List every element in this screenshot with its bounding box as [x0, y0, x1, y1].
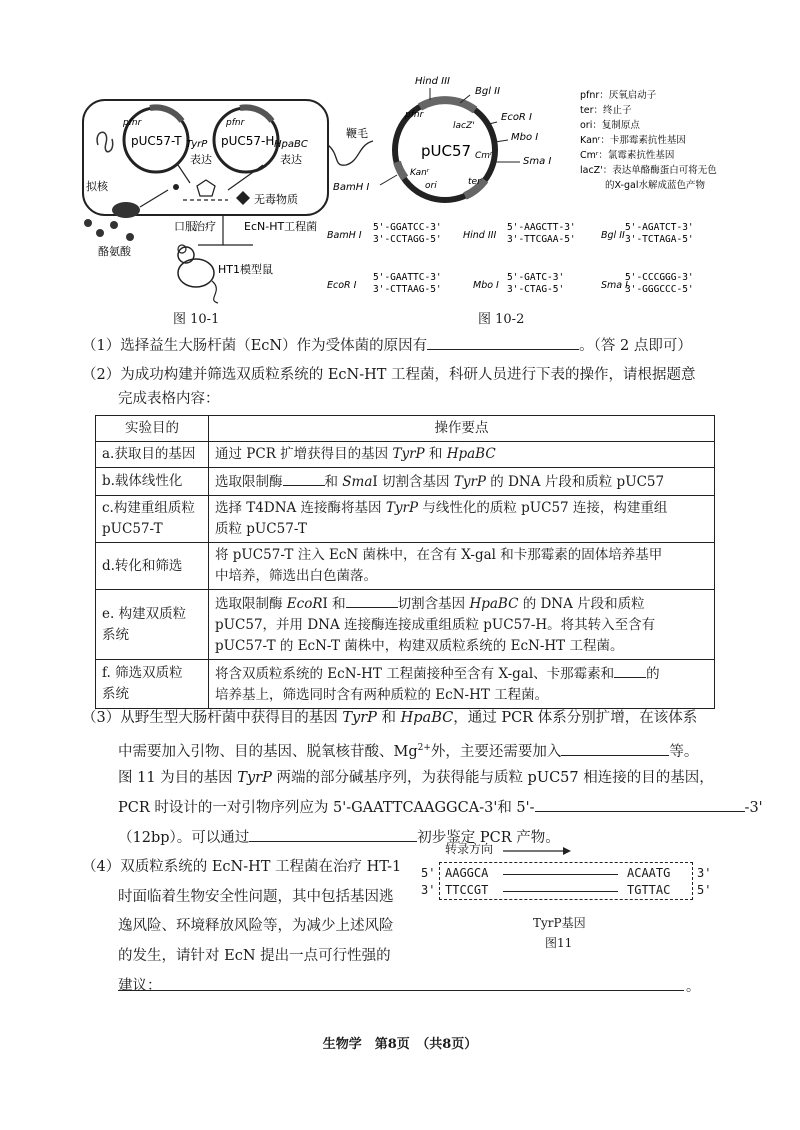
site-top-1: 5'-AAGCTT-3'	[507, 222, 576, 233]
bot-right-seq: TGTTAC	[627, 883, 671, 897]
legend-2: ori：复制原点	[580, 120, 640, 131]
site-top-0: 5'-GGATCC-3'	[373, 222, 442, 233]
transcription-direction: 转录方向	[445, 842, 494, 856]
question-3-line5: （12bp）。可以通过 初步鉴定 PCR 产物。	[118, 826, 560, 850]
caption-fig-10-2: 图 10-2	[478, 312, 525, 327]
goal-b: b.载体线性化	[96, 468, 209, 496]
top-right-seq: ACAATG	[627, 866, 671, 880]
label-express-right: 表达	[280, 153, 302, 166]
question-3-line4: PCR 时设计的一对引物序列应为 5'-GAATTCAAGGCA-3'和 5'- -3'	[118, 796, 763, 820]
label-tyrosine: 酪氨酸	[98, 245, 131, 258]
enzyme-blank-b[interactable]	[283, 470, 325, 486]
site-bot-4: 3'-CTAG-5'	[507, 284, 565, 295]
site-name-1: Hind III	[463, 230, 497, 241]
q3-identify-blank[interactable]	[249, 826, 417, 842]
question-1	[82, 334, 692, 358]
figure-11	[415, 840, 715, 960]
table-row	[96, 660, 715, 709]
bot-3prime: 3'	[421, 883, 436, 897]
page-footer: 生物学 第8页 （共8页）	[322, 1037, 478, 1052]
label-pfnr-left: pfnr	[123, 118, 142, 128]
label-mouse: HT1模型鼠	[218, 263, 273, 276]
q1-answer-blank[interactable]	[427, 334, 579, 350]
question-4-line3: 逸风险、环境释放风险等，为减少上述风险	[118, 918, 394, 934]
table-row	[96, 543, 715, 590]
top-left-seq: AAGGCA	[445, 866, 489, 880]
q1-text: （1）选择益生大肠杆菌（EcN）作为受体菌的原因有	[82, 338, 428, 354]
table-header-row	[96, 416, 715, 442]
question-2-line2: 完成表格内容：	[118, 391, 220, 407]
top-5prime: 5'	[421, 866, 436, 880]
site-bamh1: BamH I	[333, 182, 370, 193]
site-bgl2: Bgl II	[475, 86, 501, 97]
q3-primer-blank[interactable]	[535, 796, 745, 812]
op-e: 选取限制酶 EcoRI 和 切割含基因 HpaBC 的 DNA 片段和质粒 pUC57，并用 DNA 连接酶连接成重组质粒 pUC57-H。将其转入至含有 pUC57-T 的 EcN-T 菌株中，构建双质粒系统的 EcN-HT 工程菌。	[209, 590, 715, 660]
op-a: 通过 PCR 扩增获得目的基因 TyrP 和 HpaBC	[209, 442, 715, 468]
question-3-line2: 中需要加入引物、目的基因、脱氧核苷酸、$Mg^{2+}$外，主要还需要加入 等。	[118, 736, 698, 764]
site-top-4: 5'-GATC-3'	[507, 272, 565, 283]
site-sma1: Sma I	[523, 156, 552, 167]
legend	[580, 89, 717, 191]
nucleoid-icon	[97, 132, 113, 151]
label-oral: 口服	[174, 220, 196, 233]
op-f: 将含双质粒系统的 EcN-HT 工程菌接种至含有 X-gal、卡那霉素和 的 培养基上，筛选同时含有两种质粒的 EcN-HT 工程菌。	[209, 660, 715, 709]
medium-blank-f[interactable]	[614, 662, 646, 678]
diamond-product	[236, 191, 250, 205]
legend-3: Kanʳ：卡那霉素抗性基因	[580, 135, 686, 146]
label-lacz: lacZ'	[453, 121, 475, 131]
legend-1: ter：终止子	[580, 105, 632, 116]
label-express-left: 表达	[190, 153, 212, 166]
site-hind3: Hind III	[415, 76, 451, 87]
label-puc57-t: pUC57-T	[131, 134, 182, 148]
label-kanr: Kanʳ	[410, 168, 430, 178]
site-bot-3: 3'-CTTAAG-5'	[373, 284, 442, 295]
site-name-2: Bgl II	[601, 230, 625, 241]
site-name-0: BamH I	[327, 230, 362, 241]
op-c: 选择 T4DNA 连接酶将基因 TyrP 与线性化的质粒 pUC57 连接，构建重组 质粒 pUC57-T	[209, 496, 715, 543]
header-goal: 实验目的	[96, 416, 209, 442]
legend-6: 的X-gal水解成蓝色产物	[605, 180, 705, 191]
label-ori: ori	[425, 181, 437, 191]
label-pfnr-right: pfnr	[226, 118, 245, 128]
label-ter: ter	[468, 177, 481, 187]
label-strain: EcN-HT工程菌	[244, 220, 318, 233]
label-cmr: Cmʳ	[475, 151, 493, 161]
table-row	[96, 442, 715, 468]
site-top-5: 5'-CCCGGG-3'	[625, 272, 694, 283]
legend-4: Cmʳ：氯霉素抗性基因	[580, 150, 675, 161]
goal-c: c.构建重组质粒 pUC57-T	[96, 496, 209, 543]
q3-reagent-blank[interactable]	[561, 740, 669, 756]
site-name-5: Sma I	[601, 280, 628, 291]
site-top-3: 5'-GAATTC-3'	[373, 272, 442, 283]
q4-answer-line[interactable]	[118, 990, 684, 991]
table-row	[96, 590, 715, 660]
bot-left-seq: TTCCGT	[445, 883, 489, 897]
goal-a: a.获取目的基因	[96, 442, 209, 468]
op-d: 将 pUC57-T 注入 EcN 菌株中，在含有 X-gal 和卡那霉素的固体培养基甲 中培养，筛选出白色菌落。	[209, 543, 715, 590]
bot-5prime: 5'	[697, 883, 712, 897]
label-puc57-h: pUC57-H	[221, 134, 275, 148]
legend-5: lacZ'：表达单酪酶蛋白可将无色	[580, 165, 717, 176]
question-3-line1: （3）从野生型大肠杆菌中获得目的基因 TyrP 和 HpaBC，通过 PCR 体系分别扩增，在该体系	[82, 710, 698, 726]
enzyme-blank-e[interactable]	[346, 592, 398, 608]
site-bot-1: 3'-TTCGAA-5'	[507, 234, 576, 245]
enzyme-blob	[112, 202, 140, 218]
site-name-3: EcoR I	[327, 280, 357, 291]
label-tyrp: TyrP	[186, 139, 208, 150]
header-operation: 操作要点	[209, 416, 715, 442]
question-4-line4: 的发生，请针对 EcN 提出一点可行性强的	[118, 948, 391, 964]
mouse-icon	[178, 245, 218, 303]
question-3-line3: 图 11 为目的基因 TyrP 两端的部分碱基序列，为获得能与质粒 pUC57 相连接的目的基因，	[118, 770, 714, 786]
label-flagellum: 鞭毛	[346, 127, 368, 140]
question-4-line1: （4）双质粒系统的 EcN-HT 工程菌在治疗 HT-1	[82, 859, 402, 875]
question-4-line5: 建议：	[118, 978, 162, 994]
label-nucleoid: 拟核	[86, 180, 108, 193]
site-bot-2: 3'-TCTAGA-5'	[625, 234, 694, 245]
q4-end: 。	[686, 979, 700, 995]
question-2-line1: （2）为成功构建并筛选双质粒系统的 EcN-HT 工程菌，科研人员进行下表的操作，请根据题意	[82, 367, 696, 383]
experiment-table	[95, 415, 715, 709]
pentagon-product	[197, 180, 215, 196]
site-ecor1: EcoR I	[501, 112, 533, 123]
label-pfnr: pfnr	[405, 110, 424, 120]
label-nontoxic: 无毒物质	[254, 193, 298, 206]
label-puc57: pUC57	[421, 142, 472, 160]
label-treat: 治疗	[194, 220, 216, 233]
site-name-4: Mbo I	[473, 280, 499, 291]
goal-f: f. 筛选双质粒 系统	[96, 660, 209, 709]
label-hpabc: HpaBC	[274, 139, 308, 150]
tyrp-gene-label: TyrP基因	[533, 916, 586, 930]
caption-fig-11: 图11	[545, 936, 573, 950]
figure-10-2	[325, 70, 730, 305]
site-top-2: 5'-AGATCT-3'	[625, 222, 694, 233]
op-b: 选取限制酶 和 SmaI 切割含基因 TyrP 的 DNA 片段和质粒 pUC57	[209, 468, 715, 496]
legend-0: pfnr：厌氧启动子	[580, 90, 657, 101]
goal-e: e. 构建双质粒 系统	[96, 590, 209, 660]
site-bot-5: 3'-GGGCCC-5'	[625, 284, 694, 295]
goal-d: d.转化和筛选	[96, 543, 209, 590]
caption-fig-10-1: 图 10-1	[173, 312, 220, 327]
table-row	[96, 468, 715, 496]
question-4-line2: 时面临着生物安全性问题，其中包括基因逃	[118, 889, 394, 905]
site-mbo1: Mbo I	[511, 132, 539, 143]
top-3prime: 3'	[697, 866, 712, 880]
q1-end: 。（答 2 点即可）	[579, 338, 692, 354]
site-bot-0: 3'-CCTAGG-5'	[373, 234, 442, 245]
table-row	[96, 496, 715, 543]
